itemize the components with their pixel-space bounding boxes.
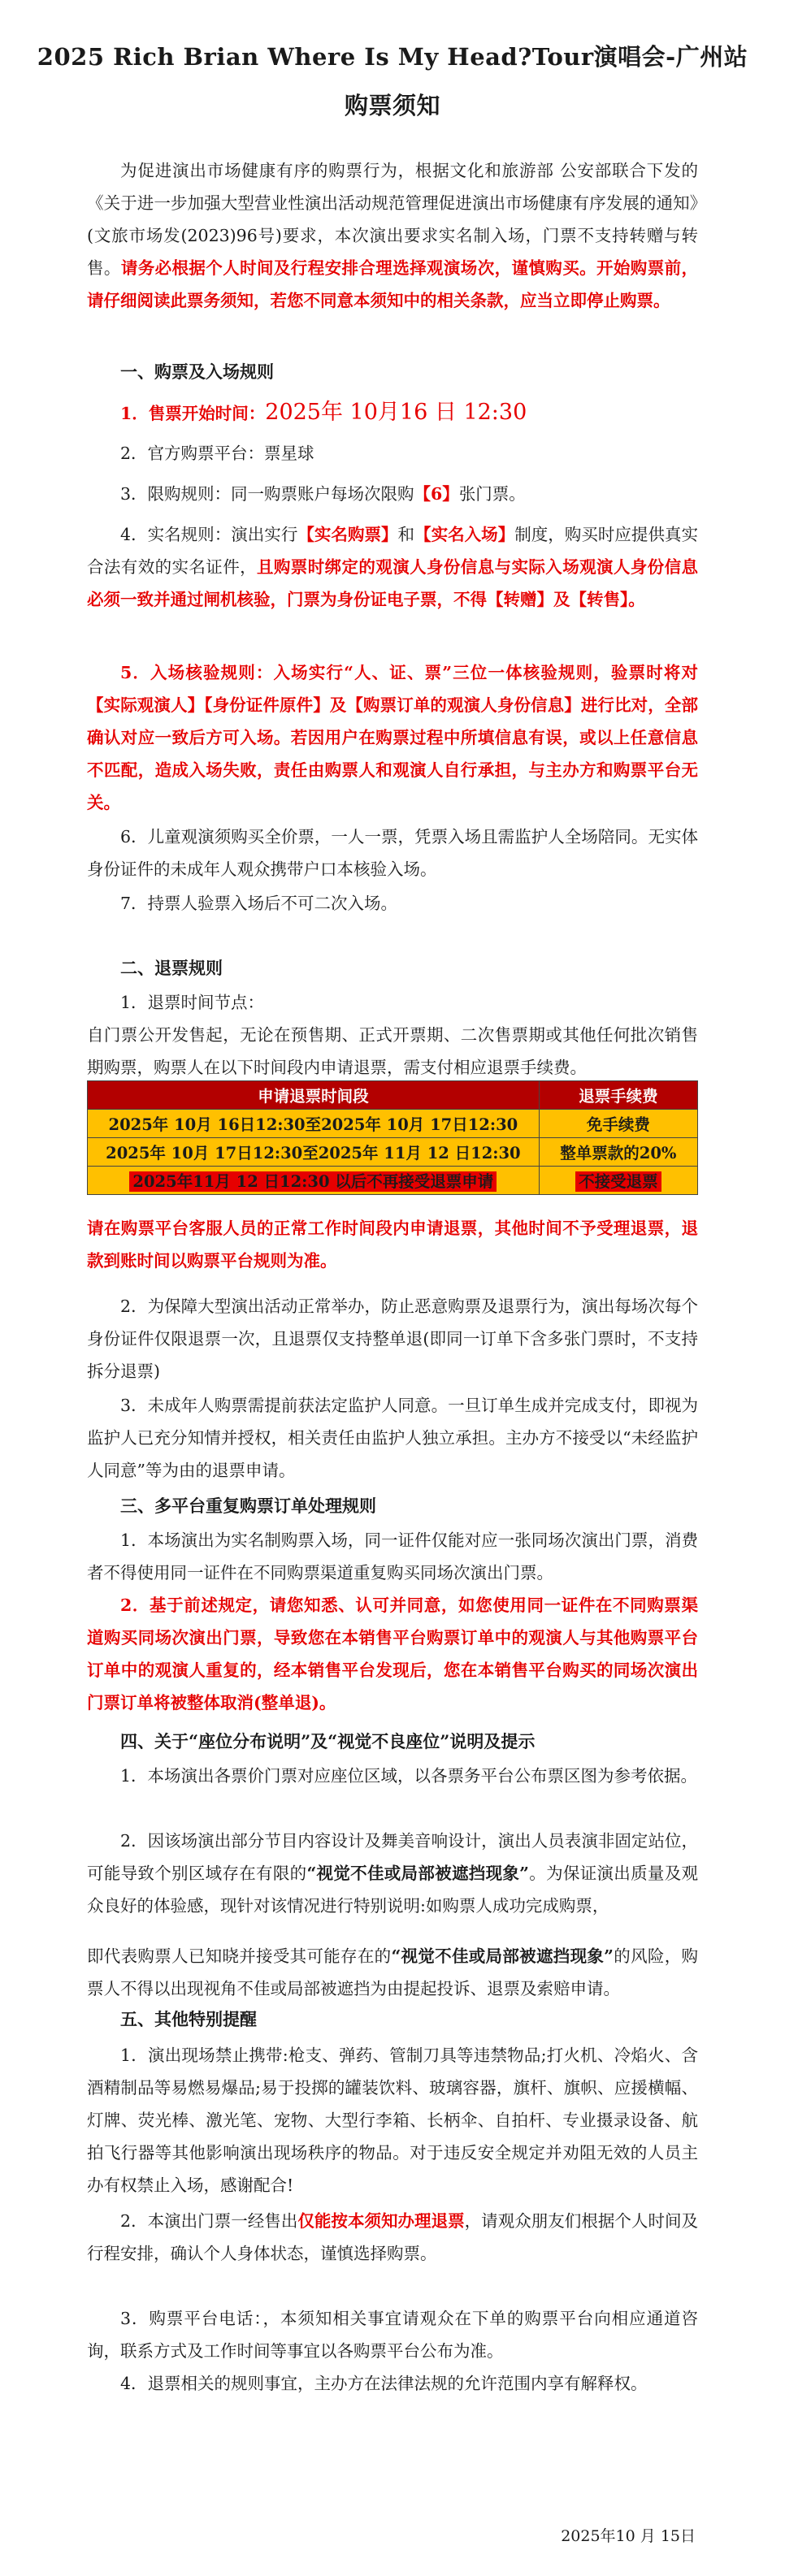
s1-item-1-label: 1．售票开始时间： [120, 404, 266, 423]
section-3-heading: 三、多平台重复购票订单处理规则 [120, 1496, 376, 1516]
s5-item-4: 4．退票相关的规则事宜，主办方在法律法规的允许范围内享有解释权。 [120, 2374, 648, 2393]
s4-item-2-e: “视觉不佳或局部被遮挡现象” [391, 1946, 614, 1966]
row-1-fee: 免手续费 [539, 1110, 697, 1138]
s5-item-1: 1．演出现场禁止携带:枪支、弹药、管制刀具等违禁物品;打火机、冷焰火、含酒精制品等易燃易爆品;易于投掷的罐装饮料、玻璃容器，旗杆、旗帜、应援横幅、灯牌、荧光棒、激光笔、宠物、大型行李箱、长柄伞、自拍杆、专业摄录设备、航拍飞行器等其他影响演出现场秩序的物品。对于违反安全规定并劝阻无效的人员主办有权禁止入场，感谢配合! [87, 2046, 698, 2195]
s2-item-3: 3．未成年人购票需提前获法定监护人同意。一旦订单生成并完成支付，即视为监护人已充分知情并授权，相关责任由监护人独立承担。主办方不接受以“未经监护人同意”等为由的退票申请。 [87, 1396, 698, 1480]
s1-item-4-b: 【实名购票】 [297, 525, 398, 544]
s5-item-2-c: ，请观众朋友们根据个人时间及行程安排，确认个人身体状态，谨慎选择购票。 [87, 2211, 699, 2263]
s1-item-4-e: 制度，购买时应提供真实合法有效的实名证件， [87, 525, 699, 577]
s1-item-4-d: 【实名入场】 [414, 525, 515, 544]
s2-item-2: 2．为保障大型演出活动正常举办，防止恶意购票及退票行为，演出每场次每个身份证件仅限退票一次，且退票仅支持整单退(即同一订单下含多张门票时，不支持拆分退票) [87, 1297, 698, 1381]
s1-item-2: 2．官方购票平台：票星球 [120, 444, 314, 463]
document-subtitle: 购票须知 [344, 92, 440, 119]
s5-item-2-a: 2．本演出门票一经售出 [120, 2211, 298, 2231]
row-3-fee: 不接受退票 [575, 1171, 661, 1192]
row-3-period-cell [88, 1167, 540, 1195]
intro-text: 为促进演出市场健康有序的购票行为，根据文化和旅游部 公安部联合下发的《关于进一步加强大型营业性演出活动规范管理促进演出市场健康有序发展的通知》(文旅市场发(2023)96号)要求，本次演出要求实名制入场，门票不支持转赠与转售。 [87, 161, 698, 278]
section-5-heading: 五、其他特别提醒 [120, 2009, 257, 2029]
section-2-heading: 二、退票规则 [120, 958, 223, 978]
section-4-heading: 四、关于“座位分布说明”及“视觉不良座位”说明及提示 [120, 1731, 536, 1751]
s1-item-4-f: 且购票时绑定的观演人身份信息与实际入场观演人身份信息必须一致并通过闸机核验，门票为身份证电子票，不得【转赠】及【转售】。 [87, 557, 698, 609]
s2-item-1-desc: 自门票公开发售起，无论在预售期、正式开票期、二次售票期或其他任何批次销售期购票，购票人在以下时间段内申请退票，需支付相应退票手续费。 [87, 1025, 698, 1077]
s1-item-6: 6．儿童观演须购买全价票，一人一票，凭票入场且需监护人全场陪同。无实体身份证件的未成年人观众携带户口本核验入场。 [87, 827, 698, 879]
s1-item-1 [87, 396, 698, 430]
s4-item-2-c: 。为保证演出质量及观众良好的体验感，现针对该情况进行特别说明:如购票人成功完成购票， [87, 1864, 699, 1916]
section-1-heading: 一、购票及入场规则 [120, 362, 274, 382]
s4-item-2-a: 2．因该场演出部分节目内容设计及舞美音响设计，演出人员表演非固定站位，可能导致个别区域存在有限的 [87, 1831, 698, 1883]
table-row [88, 1167, 698, 1195]
document-date: 2025年10 月 15日 [561, 2527, 696, 2545]
intro-paragraph [87, 154, 698, 317]
s4-item-2-d: 即代表购票人已知晓并接受其可能存在的 [87, 1946, 392, 1966]
s3-item-1: 1．本场演出为实名制购票入场，同一证件仅能对应一张同场次演出门票，消费者不得使用同一证件在不同购票渠道重复购买同场次演出门票。 [87, 1530, 698, 1582]
s1-item-4 [87, 518, 698, 616]
refund-note: 请在购票平台客服人员的正常工作时间段内申请退票，其他时间不予受理退票，退款到账时间以购票平台规则为准。 [87, 1219, 698, 1271]
s4-item-1: 1．本场演出各票价门票对应座位区域，以各票务平台公布票区图为参考依据。 [120, 1766, 698, 1786]
s1-item-3 [87, 478, 698, 510]
refund-fee-table [87, 1080, 698, 1195]
s4-item-2-f: 的风险，购票人不得以出现视角不佳或局部被遮挡为由提起投诉、退票及索赔申请。 [87, 1946, 698, 1998]
s4-item-2-b: “视觉不佳或局部被遮挡现象” [306, 1864, 529, 1883]
intro-warning: 请务必根据个人时间及行程安排合理选择观演场次，谨慎购买。开始购票前，请仔细阅读此票务须知，若您不同意本须知中的相关条款，应当立即停止购票。 [87, 258, 699, 310]
s2-item-1: 1．退票时间节点： [120, 993, 265, 1012]
header-period: 申请退票时间段 [88, 1081, 540, 1110]
s1-item-7: 7．持票人验票入场后不可二次入场。 [120, 894, 398, 913]
s4-item-2 [87, 1825, 698, 1922]
sale-start-time: 2025年 10月16 日 12:30 [265, 400, 527, 425]
s1-item-4-a: 4．实名规则：演出实行 [120, 525, 298, 544]
table-row [88, 1138, 698, 1167]
document-title: 2025 Rich Brian Where Is My Head?Tour演唱会-广州站 [37, 43, 748, 71]
s1-item-3-suffix: 张门票。 [458, 484, 526, 504]
s5-item-2 [87, 2205, 698, 2270]
table-row [88, 1110, 698, 1138]
refund-table-header [88, 1081, 698, 1110]
s5-item-2-b: 仅能按本须知办理退票 [297, 2211, 465, 2231]
row-1-period: 2025年 10月 16日12:30至2025年 10月 17日12:30 [88, 1110, 540, 1138]
row-3-fee-cell [539, 1167, 697, 1195]
row-2-period: 2025年 10月 17日12:30至2025年 11月 12 日12:30 [88, 1138, 540, 1167]
s1-item-4-c: 和 [397, 525, 415, 544]
row-2-fee: 整单票款的20% [539, 1138, 697, 1167]
s4-item-2-cont [87, 1940, 698, 2005]
s5-item-3: 3．购票平台电话：，本须知相关事宜请观众在下单的购票平台向相应通道咨询，联系方式及工作时间等事宜以各购票平台公布为准。 [87, 2309, 698, 2361]
s1-item-3-text: 3．限购规则：同一购票账户每场次限购 [120, 484, 414, 504]
header-fee: 退票手续费 [539, 1081, 697, 1110]
purchase-limit: 【6】 [414, 484, 459, 504]
s1-item-5: 5．入场核验规则：入场实行“人、证、票”三位一体核验规则，验票时将对【实际观演人】【身份证件原件】及【购票订单的观演人身份信息】进行比对，全部确认对应一致后方可入场。若因用户在购票过程中所填信息有误，或以上任意信息不匹配，造成入场失败，责任由购票人和观演人自行承担，与主办方和购票平台无关。 [87, 663, 698, 812]
row-3-period: 2025年11月 12 日12:30 以后不再接受退票申请 [129, 1171, 497, 1192]
s3-item-2: 2．基于前述规定，请您知悉、认可并同意，如您使用同一证件在不同购票渠道购买同场次演出门票，导致您在本销售平台购票订单中的观演人与其他购票平台订单中的观演人重复的，经本销售平台发现后，您在本销售平台购买的同场次演出门票订单将被整体取消(整单退)。 [87, 1595, 698, 1712]
